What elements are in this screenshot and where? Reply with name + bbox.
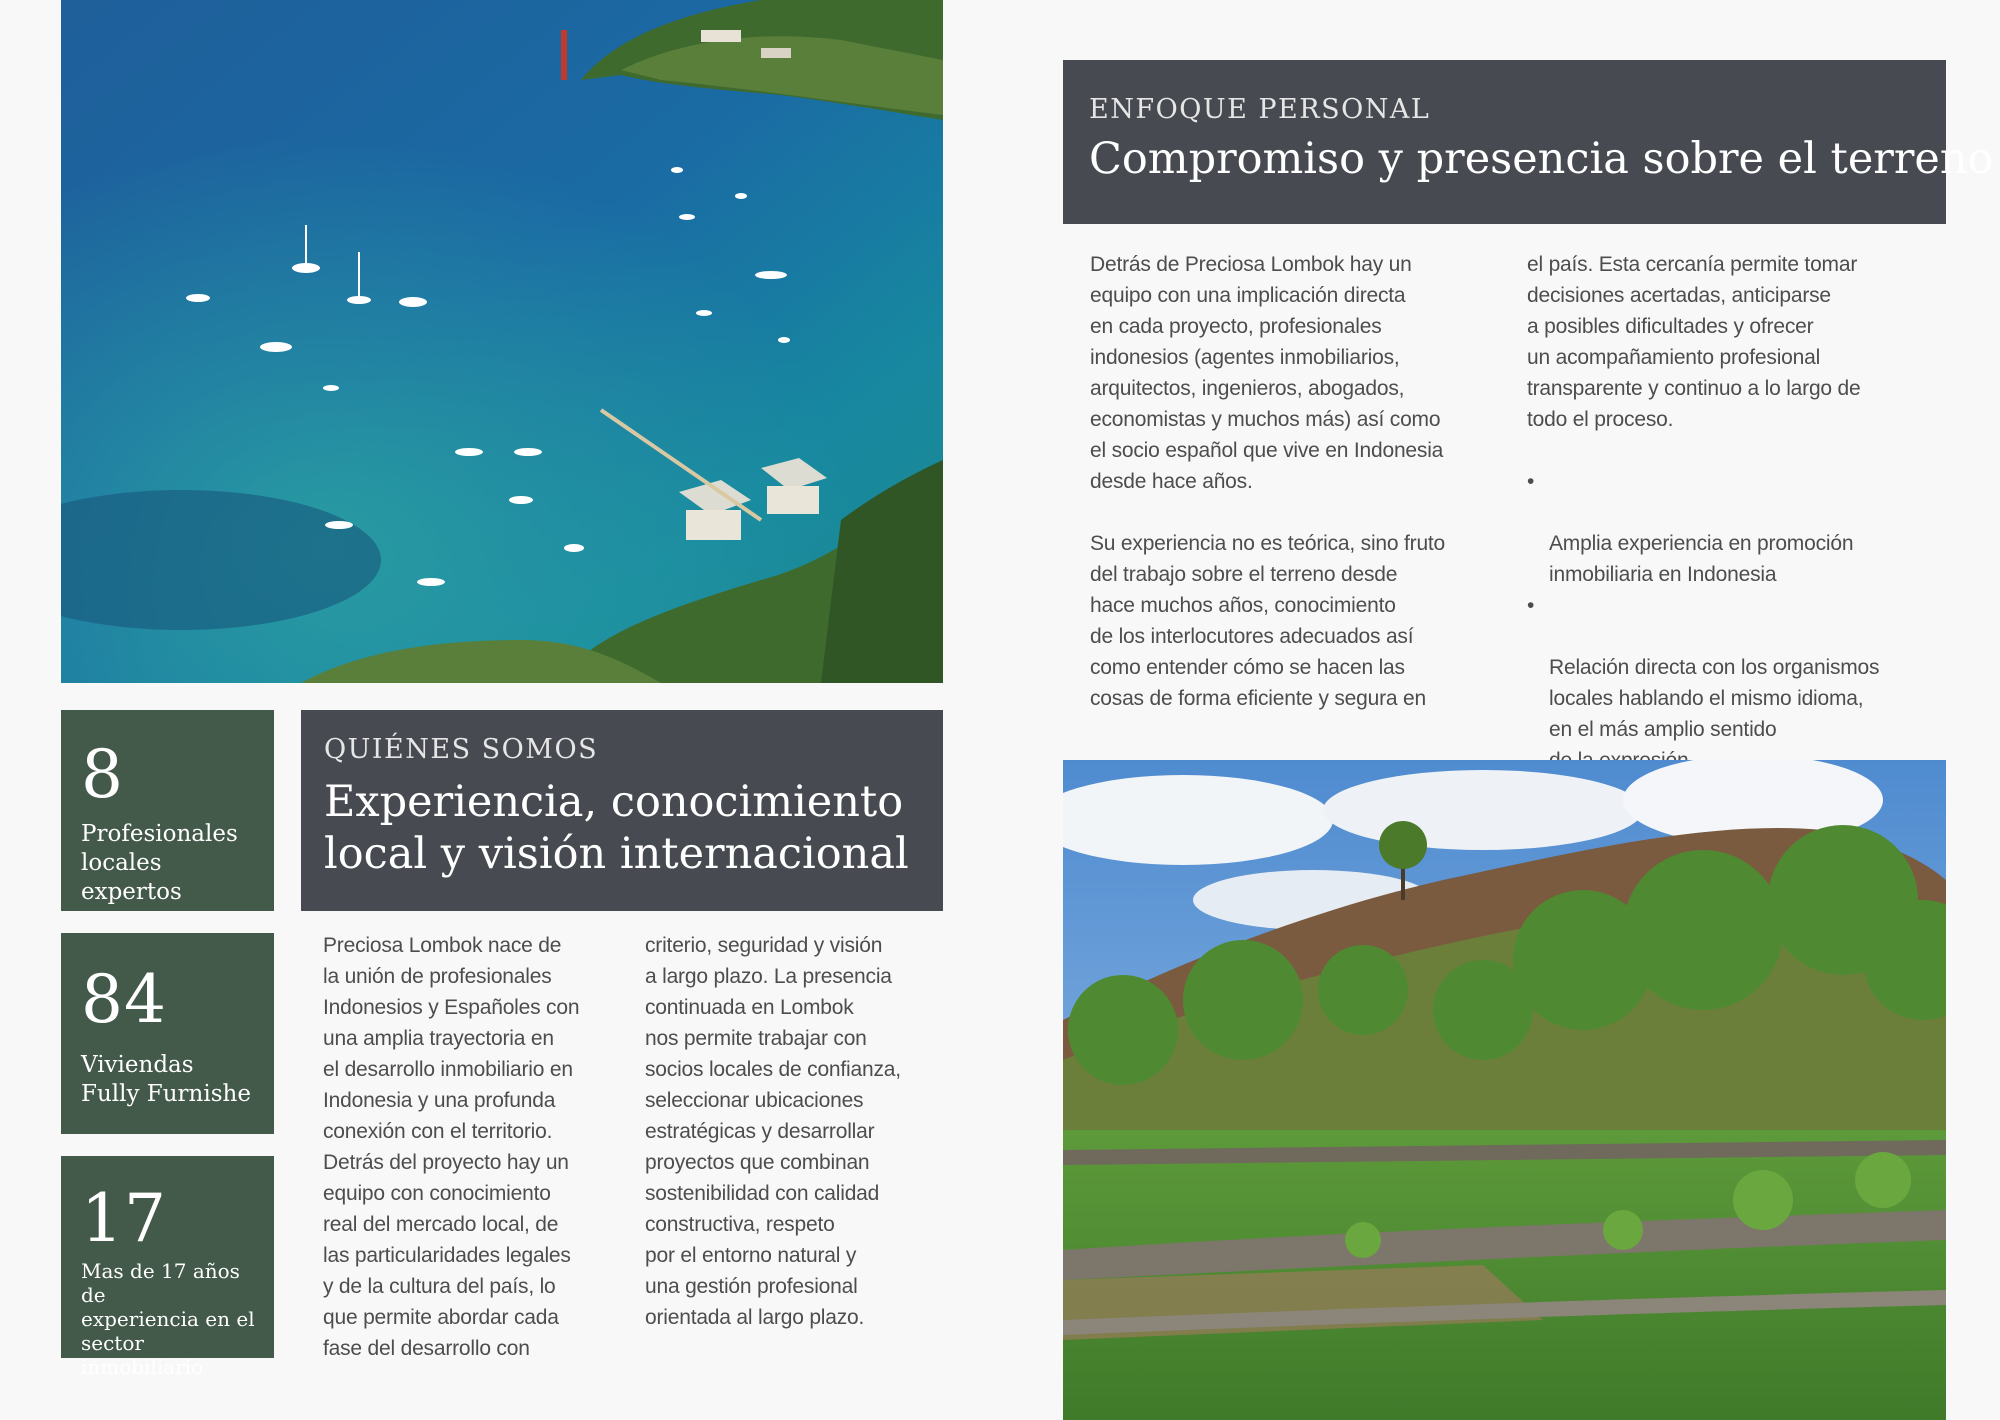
stat-number: 17 [81, 1180, 167, 1257]
stat-number: 8 [81, 736, 124, 813]
stat-label: Profesionales locales expertos [81, 821, 238, 905]
quienes-somos-title-bar [301, 710, 943, 911]
stat-label: Mas de 17 años de experiencia en el sector inmobiliario [81, 1259, 255, 1379]
bullet-icon: • [1527, 594, 1535, 617]
heading-line: local y visión internacional [324, 829, 909, 879]
stat-box-professionals [61, 710, 274, 911]
stat-number: 84 [81, 961, 167, 1038]
list-item-text: Amplia experiencia en promoción inmobiliaria en Indonesia [1549, 532, 1854, 586]
enfoque-personal-title-bar [1063, 60, 1994, 224]
stat-box-homes [61, 933, 274, 1134]
enfoque-body-column-1: Detrás de Preciosa Lombok hay un equipo con una implicación directa en cada proyecto, profesionales indonesios (agentes inmobiliarios, arquitectos, ingenieros, abogados, economistas y muchos más) así como el socio español que vive en Indonesia desde hace años. Su experiencia no es teórica, sino fruto del trabajo sobre el terreno desde hace muchos años, conocimiento de los interlocutores adecuados así como entender cómo se hacen las cosas de forma eficiente y segura en [1090, 253, 1446, 710]
section-heading: Compromiso y presencia sobre el terreno [1089, 134, 1994, 184]
hillside-land-photo [1063, 760, 1946, 1420]
enfoque-body-column-2: el país. Esta cercanía permite tomar decisiones acertadas, anticiparse a posibles dificultades y ofrecer un acompañamiento profesional transparente y continuo a lo largo de todo el proceso. [1527, 253, 1861, 431]
aerial-bay-photo [61, 0, 943, 683]
bullet-icon: • [1527, 470, 1535, 493]
list-item-text: Relación directa con los organismos locales hablando el mismo idioma, en el más amplio sentido [1549, 656, 1880, 741]
stat-box-experience [61, 1156, 274, 1379]
list-item [1527, 466, 1947, 590]
list-item [1527, 590, 1947, 776]
quienes-body-column-2: criterio, seguridad y visión a largo plazo. La presencia continuada en Lombok nos permite trabajar con socios locales de confianza, seleccionar ubicaciones estratégicas y desarrollar proyectos que combinan sostenibilidad con calidad constructiva, respeto por el entorno natural y una gestión profesional orientada al largo plazo. [645, 934, 901, 1329]
quienes-body-column-1: Preciosa Lombok nace de la unión de profesionales Indonesios y Españoles con una amplia trayectoria en el desarrollo inmobiliario en Indonesia y una profunda conexión con el territorio. Detrás del proyecto hay un equipo con conocimiento real del mercado local, de las particularidades legales y de la cultura del país, lo que permite abordar cada fase del desarrollo con [323, 934, 580, 1360]
section-kicker: ENFOQUE PERSONAL [1089, 94, 1431, 125]
section-heading [324, 776, 909, 880]
heading-line: Experiencia, conocimiento [324, 777, 904, 827]
stat-label: Viviendas Fully Furnishe [81, 1052, 251, 1107]
section-kicker: QUIÉNES SOMOS [324, 734, 599, 765]
